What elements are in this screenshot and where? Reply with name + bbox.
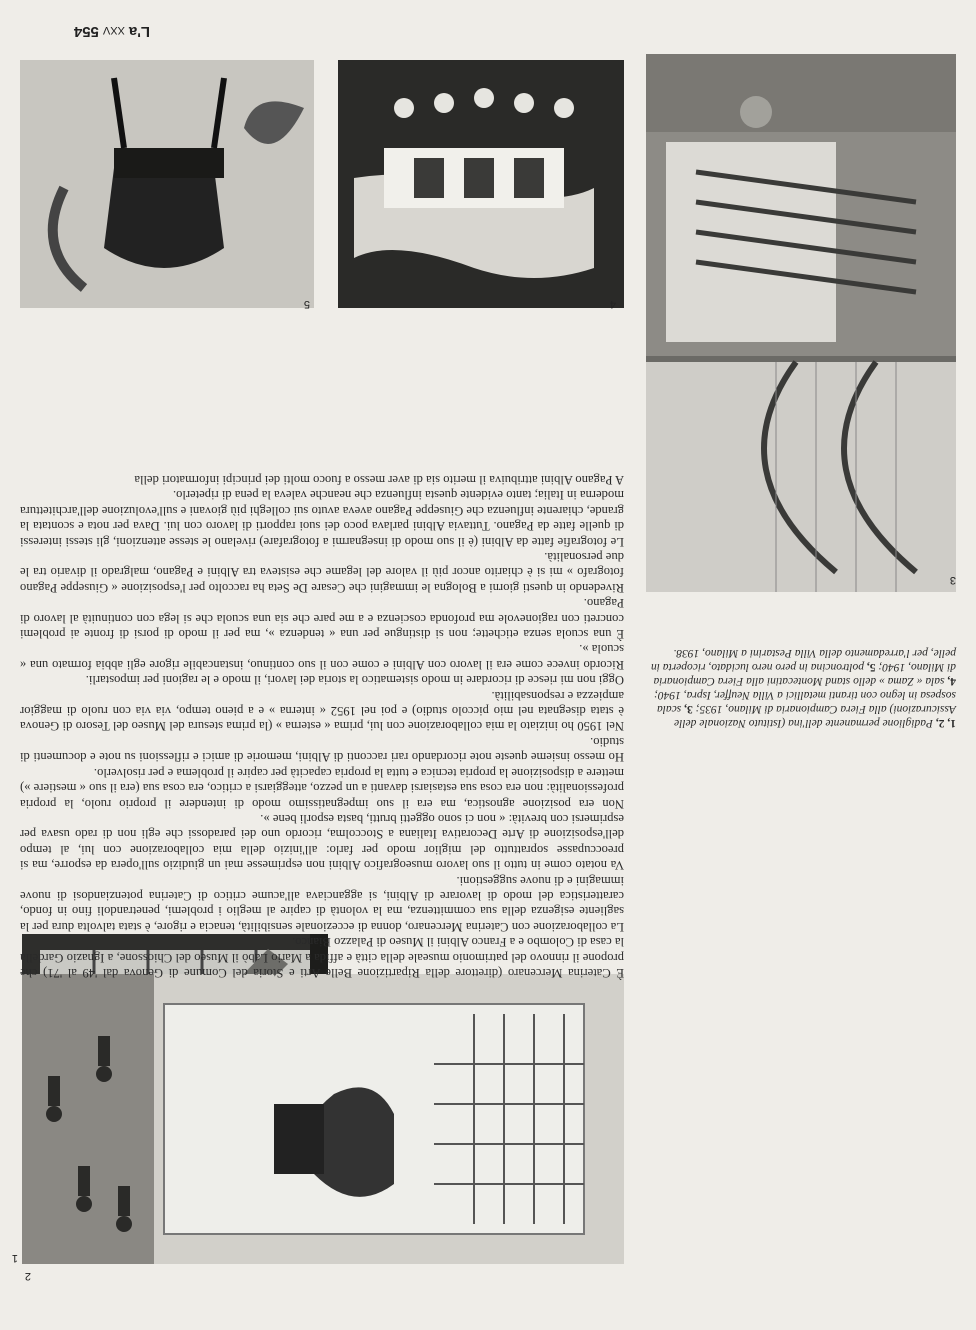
figure-number-2: 2: [24, 1270, 31, 1282]
paragraph: Ricordo invece come era il lavoro con Albini e come con il suo continuo, instancabile rigore egli abbia formato una « scuola ».: [20, 642, 624, 672]
paragraph: Ho messo insieme queste note ricordando rari racconti di Albini, memorie di amici e riflessioni su note e documenti di studio.: [20, 734, 624, 765]
figure-number-3: 3: [949, 574, 956, 586]
paragraph: La collaborazione con Caterina Mercenaro, donna di eccezionale sensibilità, tenacia e rigore, è stata talvolta dura per la sagliente esigenza della sua committenza, ma la volontà di capire al meglio i problemi, penetrandoli fino in fondo, caratteristica del modo di lavorare di Albini, si agganciava all'acume critico di Caterina potenziandosi di nuove immagini e di nuove suggestioni.: [20, 873, 624, 934]
caption-text-1: Padiglione permanente dell'ina (Istituto Nazionale delle Assicurazioni) alla Fiera Campionaria di Milano, 1935;: [674, 703, 956, 729]
photo-staircase: [646, 54, 956, 592]
figure-caption: [648, 646, 956, 730]
caption-text-4: poltroncina in pero nero lucidato, ricoperta in pelle, per l'arredamento della Villa Pestarini a Milano, 1938.: [650, 647, 956, 673]
figure-number-1: 1: [11, 1252, 18, 1264]
page-header: [10, 23, 150, 40]
photo-exhibition-stand: [338, 60, 624, 308]
article-body: [20, 472, 624, 980]
figure-number-5: 5: [303, 298, 310, 310]
paragraph: Va notato come in tutto il suo lavoro museografico Albini non esprimesse mai un giudizio sull'opera da esporre, ma si preoccupasse soprattutto del miglior modo per farlo: all'inizio della mia collaborazione con lui, al tempo dell'esposizione di Arte Decorativa Italiana a Stoccolma, ricordo uno dei paradossi che egli non di rado usava per esprimersi con brevità: « non ci sono oggetti brutti, basta esporli bene ».: [20, 811, 624, 873]
magazine-brand: L'a: [128, 23, 150, 40]
paragraph: Nel 1950 ho iniziato la mia collaborazione con lui, prima « esterna » (la prima stesura del Museo del Tesoro di Genova è stata disegnata nel mio piccolo studio) e poi nel 1952 « interna » e a pieno tempo, via via con ruolo di maggior ampiezza e responsabilità.: [20, 688, 624, 734]
paragraph: È Caterina Mercenaro (direttore della Ripartizione Belle Arti e Storia del Comune di Genova dal '49 al '71) che propone il rinnovo del patrimonio museale della città e affida a Mario Labò il Museo del Chiossone, a Ignazio Gardella la casa di Colombo e a Franco Albini il Museo di Palazzo Bianco.: [20, 935, 624, 980]
caption-numbers-1: 1, 2,: [935, 717, 956, 729]
paragraph: Oggi non mi riesce di ricordare in modo sistematico la storia dei lavori, il modo e le ragioni per impostarli.: [85, 673, 624, 688]
caption-text-2: scala sospesa in legno con tiranti metallici a Villa Neuffer, Ispra, 1940;: [654, 689, 956, 715]
paragraph: Le fotografie fatte da Albini (è il suo modo di insegnarmi a fotografare) rivelano le stesse attenzioni, gli stessi interessi di quelle fatte da Pagano. Tuttavia Albini parlava poco dei suoi rapporti di lavoro con lui. Dava per nota e scontata la grande, chiarente influenza che Giuseppe Pagano aveva avuto sui colleghi più giovani e sull'evoluzione dell'architettura moderna in Italia; tanto evidente questa influenza che neanche valeva la pena di ripeterlo.: [20, 488, 624, 549]
caption-numbers-2: 3,: [684, 703, 693, 715]
volume-label: XXV: [102, 24, 125, 36]
paragraph: Non era posizione agnostica, ma era il suo impegnatissimo modo di intendere il proprio ruolo, la propria professionalità: non era cosa sua estasiarsi davanti a un pezzo, atteggiarsi a critico, era cosa sua (era il suo « mestiere ») mettere a disposizione la propria tecnica e tutta la propria capacità per capire il problema e per risolverlo.: [20, 765, 624, 811]
photo-armchair: [20, 60, 314, 308]
caption-numbers-3: 4,: [947, 675, 956, 687]
caption-text-3: sala « Zama » dello stand Montecatini alla Fiera Campionaria di Milano, 1940;: [653, 661, 956, 687]
caption-numbers-4: 5,: [866, 661, 876, 673]
issue-number: 554: [73, 23, 99, 40]
paragraph: Rivedendo in questi giorni a Bologna le immagini che Cesare De Seta ha raccolto per l'esposizione « Giuseppe Pagano fotografo » mi si è chiarito ancor più il valore del legame che esisteva tra Albini e Pagano, malgrado il divario tra le due personalità.: [20, 550, 624, 595]
figure-number-4: 4: [609, 298, 616, 310]
paragraph: A Pagano Albini attribuiva il merito sia di aver messo a fuoco molti dei principi informatori della: [134, 473, 624, 487]
photo-pavilion-exterior: [22, 974, 624, 1264]
paragraph: È una scuola senza etichette; non si distingue per una « tendenza », ma per il modo di porsi di fronte ai problemi concreti con ragionevole ma profonda coscienza e a me pare che sia una scuola che si lega con continuità al lavoro di Pagano.: [20, 596, 624, 642]
